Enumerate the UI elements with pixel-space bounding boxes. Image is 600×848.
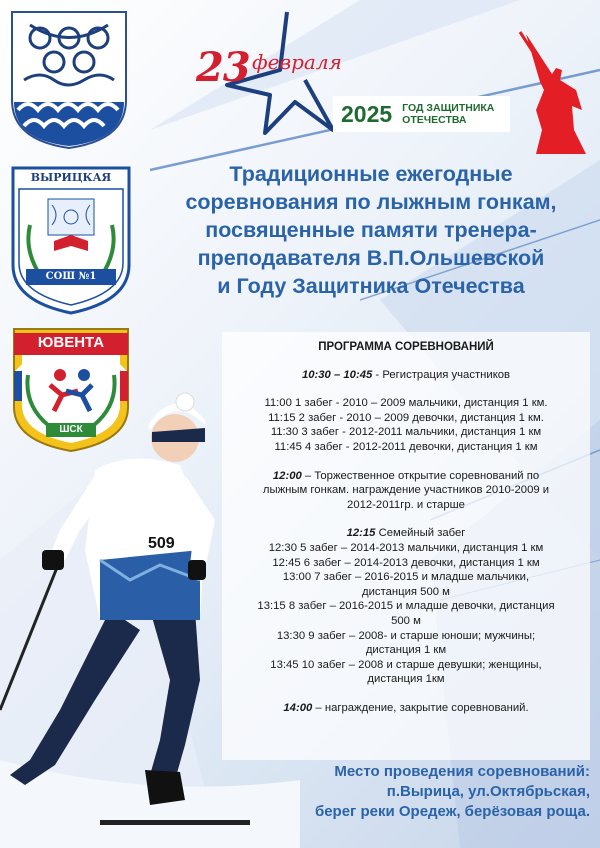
- title-line: посвященные памяти тренера-: [205, 218, 537, 242]
- opening-time: 12:00: [272, 469, 302, 482]
- family-time: 12:15: [346, 527, 376, 540]
- motherland-statue-icon: [516, 30, 588, 155]
- title-line: преподавателя В.П.Ольшевской: [197, 246, 545, 270]
- registration-line: [222, 368, 590, 383]
- registration-text: - Регистрация участников: [372, 368, 511, 381]
- program-heading: ПРОГРАММА СОРЕВНОВАНИЙ: [318, 341, 494, 353]
- race-line: дистанция 500 м: [362, 585, 450, 598]
- title-line: соревнования по лыжным гонкам,: [185, 190, 557, 214]
- opening-text: лыжным гонкам. награждение участников 2010-2009 и: [262, 484, 550, 497]
- race-line: 500 м: [391, 614, 421, 627]
- race-line: 13:45 10 забег – 2008 и старше девушки; женщины,: [270, 658, 542, 671]
- year-caption-line1: ГОД ЗАЩИТНИКА: [402, 102, 495, 114]
- sport-emblem-top-text: ЮВЕНТА: [37, 334, 105, 351]
- school-emblem-bottom-text: СОШ №1: [45, 271, 97, 282]
- date-month: февраля: [252, 50, 342, 74]
- coat-of-arms-icon: [10, 10, 128, 150]
- family-text: Семейный забег: [375, 527, 466, 540]
- registration-time: 10:30 – 10:45: [301, 368, 373, 381]
- opening-text: 2012-2011гр. и старше: [347, 498, 465, 511]
- sport-emblem-bottom-text: ШСК: [59, 424, 83, 435]
- title-line: и Году Защитника Отечества: [217, 274, 525, 298]
- year-banner: [333, 96, 510, 132]
- races-block-2: [222, 526, 590, 687]
- school-emblem-top-text: ВЫРИЦКАЯ: [30, 171, 112, 184]
- races-block-1: [222, 396, 590, 454]
- race-line: 11:00 1 забег - 2010 – 2009 мальчики, дистанция 1 км.: [264, 397, 548, 410]
- year-caption-line2: ОТЕЧЕСТВА: [402, 114, 467, 126]
- venue-line: берег реки Оредеж, берёзовая роща.: [314, 803, 590, 820]
- race-line: 13:00 7 забег – 2016-2015 и младше мальчики,: [282, 571, 530, 584]
- skier-bib-number: 509: [148, 535, 175, 552]
- race-line: 11:15 2 забег - 2010 – 2009 девочки, дистанция 1 км.: [268, 411, 544, 424]
- school-shield-icon: [10, 165, 132, 315]
- closing-time: 14:00: [283, 701, 313, 714]
- year-number: 2025: [341, 100, 393, 127]
- venue-line: Место проведения соревнований:: [334, 763, 590, 780]
- closing-text: – награждение, закрытие соревнований.: [312, 701, 529, 714]
- race-line: 12:30 5 забег – 2014-2013 мальчики, дистанция 1 км: [268, 541, 544, 554]
- race-line: 13:30 9 забег – 2008- и старше юноши; мужчины;: [276, 629, 536, 642]
- venue-line: п.Вырица, ул.Октябрьская,: [386, 783, 590, 800]
- race-line: дистанция 1 км: [365, 644, 447, 657]
- race-line: 11:45 4 забег - 2012-2011 девочки, дистанция 1 км: [274, 440, 538, 453]
- opening-block: [222, 469, 590, 513]
- year-caption: [402, 102, 498, 126]
- page-title: [142, 160, 600, 300]
- race-line: дистанция 1км: [367, 673, 445, 686]
- race-line: 11:30 3 забег - 2012-2011 мальчики, дистанция 1 км: [270, 426, 542, 439]
- program-schedule: [222, 340, 590, 715]
- date-day: 23: [196, 44, 250, 91]
- venue-info: [300, 762, 590, 822]
- race-line: 12:45 6 забег – 2014-2013 девочки, дистанция 1 км: [272, 556, 540, 569]
- title-line: Традиционные ежегодные: [229, 162, 513, 186]
- closing-line: [222, 701, 590, 716]
- school-emblem: [10, 165, 132, 315]
- opening-text: – Торжественное открытие соревнований по: [301, 469, 540, 482]
- race-line: 13:15 8 забег – 2016-2015 и младше девочки, дистанция: [257, 600, 555, 613]
